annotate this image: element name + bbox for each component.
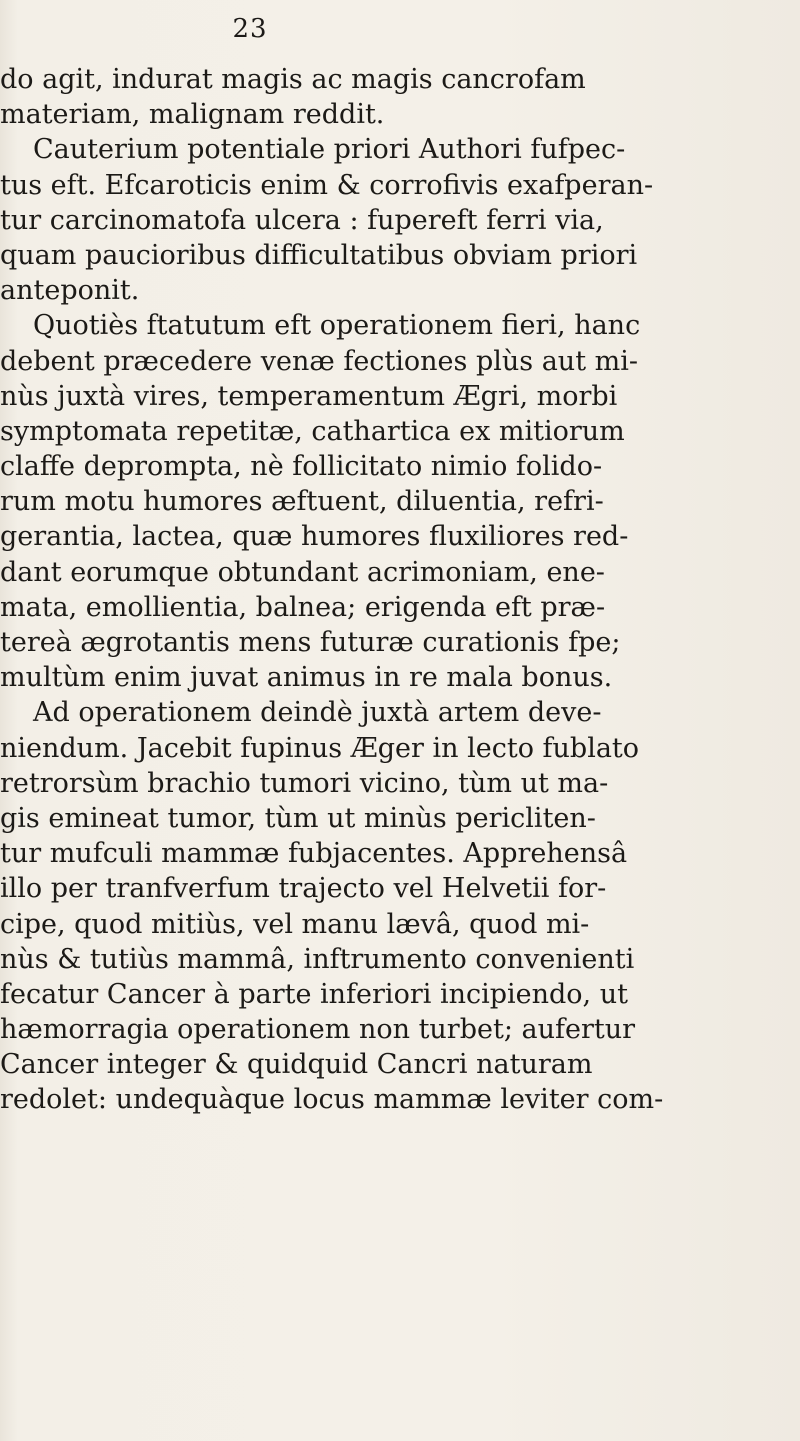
text-line: tus eft. Efcaroticis enim & corrofivis exafperan-	[0, 169, 654, 201]
text-line: gis emineat tumor, tùm ut minùs pericliten-	[0, 802, 596, 834]
text-line: nùs juxtà vires, temperamentum Ægri, morbi	[0, 380, 618, 412]
text-line: tereà ægrotantis mens futuræ curationis fpe;	[0, 627, 621, 658]
text-line: retrorsùm brachio tumori vicino, tùm ut ma-	[0, 767, 609, 799]
text-line: cipe, quod mitiùs, vel manu lævâ, quod mi-	[0, 908, 590, 940]
text-line: claffe deprompta, nè follicitato nimio folido-	[0, 451, 603, 483]
body-text	[0, 62, 796, 1118]
text-line: quam paucioribus difficultatibus obviam priori	[0, 239, 638, 271]
text-line: hæmorragia operationem non turbet; aufertur	[0, 1014, 636, 1046]
text-line: anteponit.	[0, 275, 140, 307]
page-number: 23	[232, 14, 268, 44]
text-line: Cancer integer & quidquid Cancri naturam	[0, 1049, 593, 1081]
text-line: illo per tranfverfum trajecto vel Helvetii for-	[0, 873, 607, 905]
text-line: do agit, indurat magis ac magis cancrofam	[0, 64, 586, 95]
text-line: mata, emollientia, balnea; erigenda eft præ-	[0, 591, 606, 623]
text-line: Cauterium potentiale priori Authori fufpec-	[33, 134, 626, 166]
text-line: Quotiès ftatutum eft operationem fieri, hanc	[33, 310, 641, 342]
text-line: symptomata repetitæ, cathartica ex mitiorum	[0, 415, 625, 447]
text-line: rum motu humores æftuent, diluentia, refri-	[0, 486, 604, 518]
text-line: tur mufculi mammæ fubjacentes. Apprehensâ	[0, 838, 628, 870]
text-line: multùm enim juvat animus in re mala bonus.	[0, 662, 613, 694]
text-line: fecatur Cancer à parte inferiori incipiendo, ut	[0, 978, 628, 1010]
text-line: niendum. Jacebit fupinus Æger in lecto fublato	[0, 732, 640, 764]
text-line: nùs & tutiùs mammâ, inftrumento convenienti	[0, 943, 635, 975]
text-line: debent præcedere venæ fectiones plùs aut mi-	[0, 345, 638, 377]
text-line: dant eorumque obtundant acrimoniam, ene-	[0, 556, 605, 588]
text-line: redolet: undequàque locus mammæ leviter com-	[0, 1084, 664, 1116]
text-line: materiam, malignam reddit.	[0, 99, 385, 131]
text-line: Ad operationem deindè juxtà artem deve-	[33, 697, 602, 729]
text-line: tur carcinomatofa ulcera : fupereft ferri via,	[0, 204, 604, 236]
text-line: gerantia, lactea, quæ humores fluxiliores red-	[0, 521, 629, 553]
